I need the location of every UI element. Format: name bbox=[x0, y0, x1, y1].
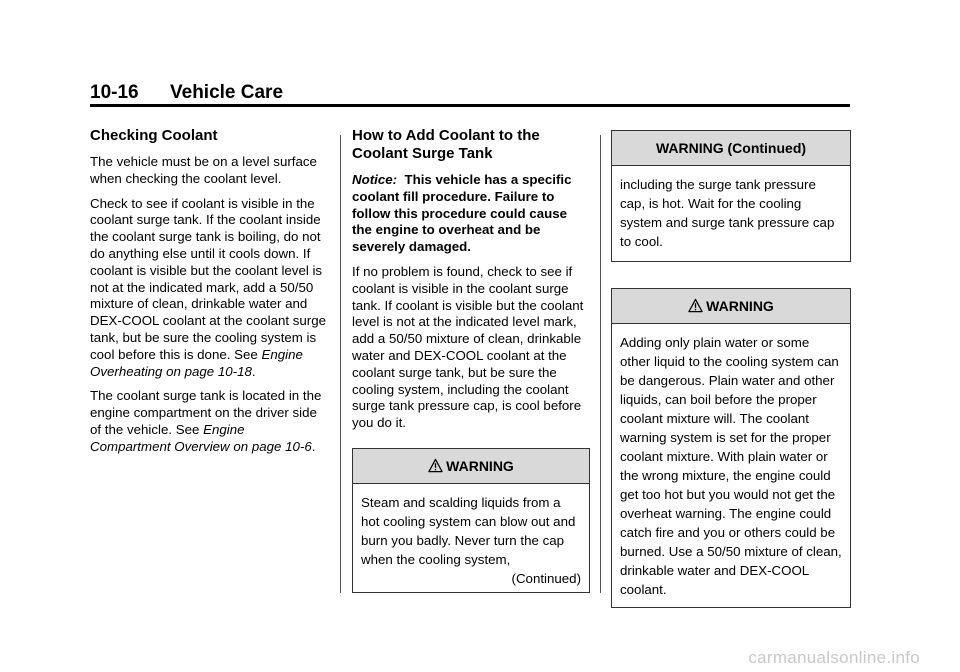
warning-header bbox=[353, 449, 589, 484]
warning-text: Steam and scalding liquids from a hot cooling system can blow out and burn you badly. Never turn the cap when the cooling system, bbox=[361, 494, 576, 567]
column-add-coolant bbox=[352, 127, 590, 593]
notice-label: Notice: bbox=[352, 172, 398, 187]
warning-title: WARNING bbox=[706, 298, 774, 314]
warning-box-steam bbox=[352, 448, 590, 593]
column-warnings bbox=[611, 130, 851, 608]
paragraph-add-coolant: If no problem is found, check to see if coolant is visible in the coolant surge tank. If coolant is visible but the coolant level is not at the indicated level mark, add a 50/50 mixture of clean, drinkable water and DEX-COOL coolant at the coolant surge tank, but be sure the cooling system, including the coolant surge tank pressure cap, is cool before you do it. bbox=[352, 263, 584, 431]
warning-continued-body bbox=[612, 166, 850, 261]
paragraph-check-coolant-text: Check to see if coolant is visible in the coolant surge tank. If the coolant inside the coolant surge tank is boiling, do not do anything else until it cools down. If coolant is visible but the coolant level is not at the indicated mark, add a 50/50 mixture of clean, drinkable water and DEX-COOL coolant at the coolant surge tank, but be sure the cooling system is cool before this is done. See bbox=[90, 195, 327, 362]
column-divider bbox=[600, 135, 601, 593]
column-divider bbox=[340, 135, 341, 593]
page-number: 10-16 bbox=[90, 82, 139, 103]
warning-box-continued bbox=[611, 130, 851, 262]
warning-triangle-icon bbox=[688, 298, 703, 313]
column-checking-coolant bbox=[90, 127, 328, 464]
paragraph-check-coolant bbox=[90, 196, 328, 381]
watermark: carmanualsonline.info bbox=[748, 648, 920, 667]
warning-continued-text: including the surge tank pressure cap, is hot. Wait for the cooling system and surge tank pressure cap to cool. bbox=[620, 177, 835, 249]
heading-checking-coolant: Checking Coolant bbox=[90, 127, 218, 144]
warning-body bbox=[612, 324, 850, 607]
period: . bbox=[311, 438, 316, 454]
warning-body bbox=[353, 484, 589, 592]
notice-paragraph bbox=[352, 172, 590, 256]
heading-add-coolant: How to Add Coolant to the Coolant Surge Tank bbox=[352, 127, 540, 162]
warning-triangle-icon bbox=[428, 458, 443, 473]
page-header bbox=[90, 80, 850, 106]
header-rule bbox=[90, 104, 850, 107]
warning-title: WARNING bbox=[446, 457, 514, 474]
period: . bbox=[251, 363, 256, 379]
warning-header bbox=[612, 289, 850, 324]
paragraph-surge-tank-location-text: The coolant surge tank is located in the engine compartment on the driver side of the vehicle. See bbox=[90, 388, 322, 437]
section-title: Vehicle Care bbox=[170, 82, 284, 103]
notice-text: This vehicle has a specific coolant fill procedure. Failure to follow this procedure could cause the engine to overheat and be severely damaged. bbox=[352, 172, 572, 255]
ref-engine-overheating-link[interactable]: Engine Overheating on page 10‑18 bbox=[90, 346, 303, 379]
paragraph-level-surface: The vehicle must be on a level surface when checking the coolant level. bbox=[90, 154, 317, 186]
paragraph-surge-tank-location bbox=[90, 388, 328, 455]
continued-label: (Continued) bbox=[511, 570, 581, 586]
warning-plain-water-text: Adding only plain water or some other liquid to the cooling system can be dangerous. Plain water and other liquids, can boil before the proper coolant mixture will. The coolant warning system is set for the proper coolant mixture. With plain water or the wrong mixture, the engine could get too hot but you would not get the overheat warning. The engine could catch fire and you or others could be burned. Use a 50/50 mixture of clean, drinkable water and DEX-COOL coolant. bbox=[620, 335, 842, 597]
warning-continued-header: WARNING (Continued) bbox=[612, 131, 850, 166]
warning-box-plain-water bbox=[611, 288, 851, 608]
ref-engine-compartment-link[interactable]: Engine Compartment Overview on page 10‑6 bbox=[90, 421, 312, 454]
